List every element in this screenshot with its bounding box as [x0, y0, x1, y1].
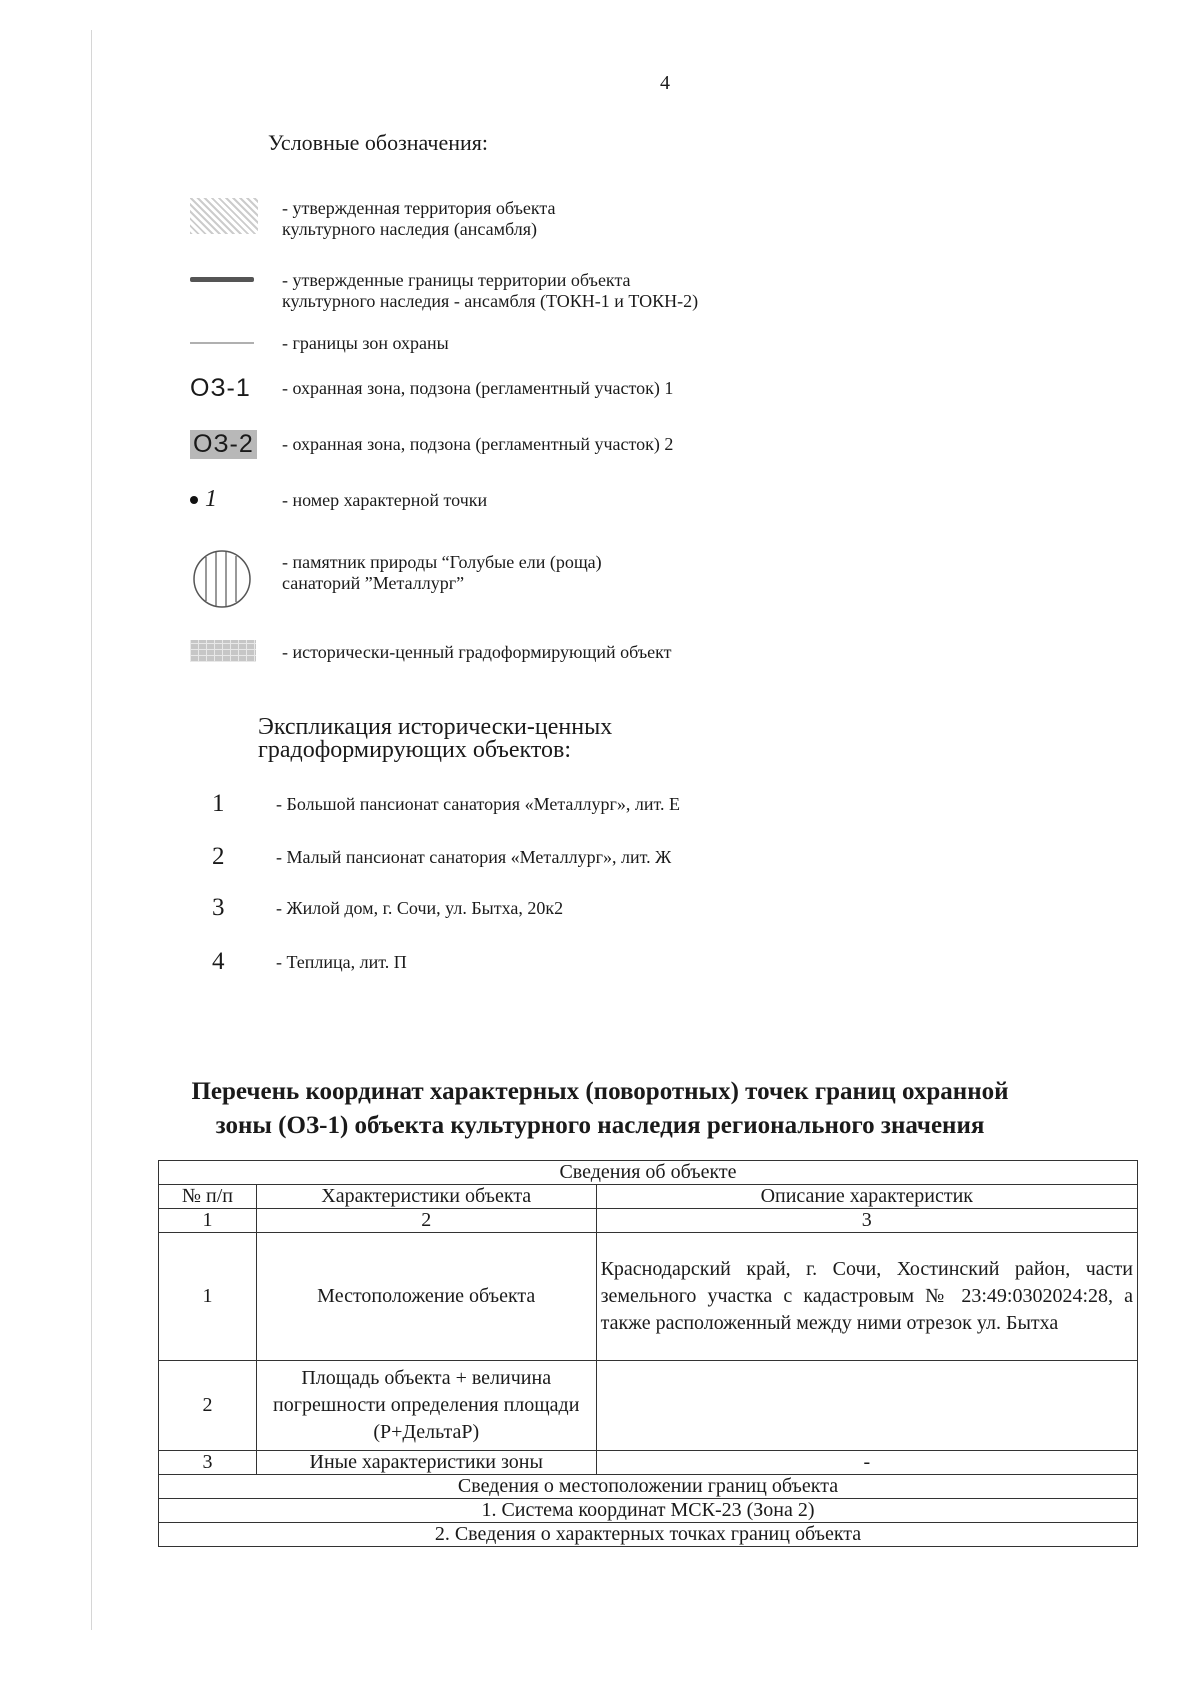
list-title-line: Перечень координат характерных (поворотных) точек границ охранной [191, 1078, 1009, 1105]
section-coordinate-system: 1. Система координат МСК-23 (Зона 2) [159, 1499, 1138, 1523]
explication-number: 3 [212, 894, 225, 921]
thin-line-symbol [190, 342, 254, 344]
table-header-object: Сведения об объекте [159, 1161, 1138, 1185]
explication-title-line: Экспликация исторически-ценных [258, 714, 613, 740]
thick-line-symbol [190, 277, 254, 282]
explication-text: - Теплица, лит. П [276, 952, 407, 972]
table-index-row [159, 1209, 1138, 1233]
binding-line [91, 30, 92, 1630]
hatched-area-symbol [190, 198, 258, 234]
row-description: - [596, 1451, 1137, 1475]
grey-block-symbol [190, 640, 256, 662]
table-row [159, 1451, 1138, 1475]
section-location: Сведения о местоположении границ объекта [159, 1475, 1138, 1499]
column-index: 2 [256, 1209, 596, 1233]
striped-circle-icon [190, 548, 254, 610]
explication-text: - Жилой дом, г. Сочи, ул. Бытха, 20к2 [276, 898, 564, 918]
oz1-symbol: ОЗ-1 [190, 374, 251, 402]
legend-title: Условные обозначения: [268, 130, 489, 155]
legend-text: - утвержденные границы территории объекта [282, 270, 631, 290]
row-characteristic: Площадь объекта + величина погрешности определения площади (Р+ДельтаР) [256, 1361, 596, 1451]
dot-icon [190, 496, 198, 504]
table-row [159, 1233, 1138, 1361]
explication-title-line: градоформирующих объектов: [258, 737, 572, 763]
list-title-line: зоны (ОЗ-1) объекта культурного наследия регионального значения [215, 1112, 985, 1139]
column-header-number: № п/п [159, 1185, 257, 1209]
row-number: 3 [159, 1451, 257, 1475]
section-points: 2. Сведения о характерных точках границ объекта [159, 1523, 1138, 1547]
point-marker-icon [190, 486, 217, 513]
legend-text: культурного наследия - ансамбля (ТОКН-1 и ТОКН-2) [282, 291, 699, 311]
legend-text: санаторий ”Металлург” [282, 573, 465, 593]
legend-text: - исторически-ценный градоформирующий объект [282, 642, 672, 662]
row-number: 1 [159, 1233, 257, 1361]
table-row [159, 1361, 1138, 1451]
oz2-symbol: ОЗ-2 [190, 430, 257, 459]
explication-number: 1 [212, 790, 225, 817]
row-characteristic: Местоположение объекта [256, 1233, 596, 1361]
row-description [596, 1361, 1137, 1451]
column-header-description: Описание характеристик [596, 1185, 1137, 1209]
column-index: 1 [159, 1209, 257, 1233]
table-column-headers [159, 1185, 1138, 1209]
column-index: 3 [596, 1209, 1137, 1233]
row-description: Краснодарский край, г. Сочи, Хостинский район, части земельного участка с кадастровым № 23:49:0302024:28, а также расположенный между ними отрезок ул. Бытха [596, 1233, 1137, 1361]
explication-text: - Малый пансионат санатория «Металлург», лит. Ж [276, 847, 672, 867]
legend-text: - номер характерной точки [282, 490, 488, 510]
legend-text: - границы зон охраны [282, 333, 449, 353]
explication-text: - Большой пансионат санатория «Металлург», лит. Е [276, 794, 681, 814]
table-section-row [159, 1499, 1138, 1523]
row-number: 2 [159, 1361, 257, 1451]
legend-text: - памятник природы “Голубые ели (роща) [282, 552, 602, 572]
row-characteristic: Иные характеристики зоны [256, 1451, 596, 1475]
column-header-characteristics: Характеристики объекта [256, 1185, 596, 1209]
table-section-row [159, 1475, 1138, 1499]
page-number: 4 [660, 72, 670, 94]
table-header-row [159, 1161, 1138, 1185]
table-section-row [159, 1523, 1138, 1547]
explication-number: 4 [212, 948, 225, 975]
legend-text: - утвержденная территория объекта [282, 198, 556, 218]
point-number-sample: 1 [205, 486, 217, 512]
legend-text: - охранная зона, подзона (регламентный участок) 2 [282, 434, 674, 454]
legend-text: - охранная зона, подзона (регламентный участок) 1 [282, 378, 674, 398]
object-info-table [158, 1160, 1138, 1547]
explication-number: 2 [212, 843, 225, 870]
legend-text: культурного наследия (ансамбля) [282, 219, 537, 239]
coordinates-list-title [0, 1075, 1200, 1143]
explication-title [258, 716, 612, 762]
